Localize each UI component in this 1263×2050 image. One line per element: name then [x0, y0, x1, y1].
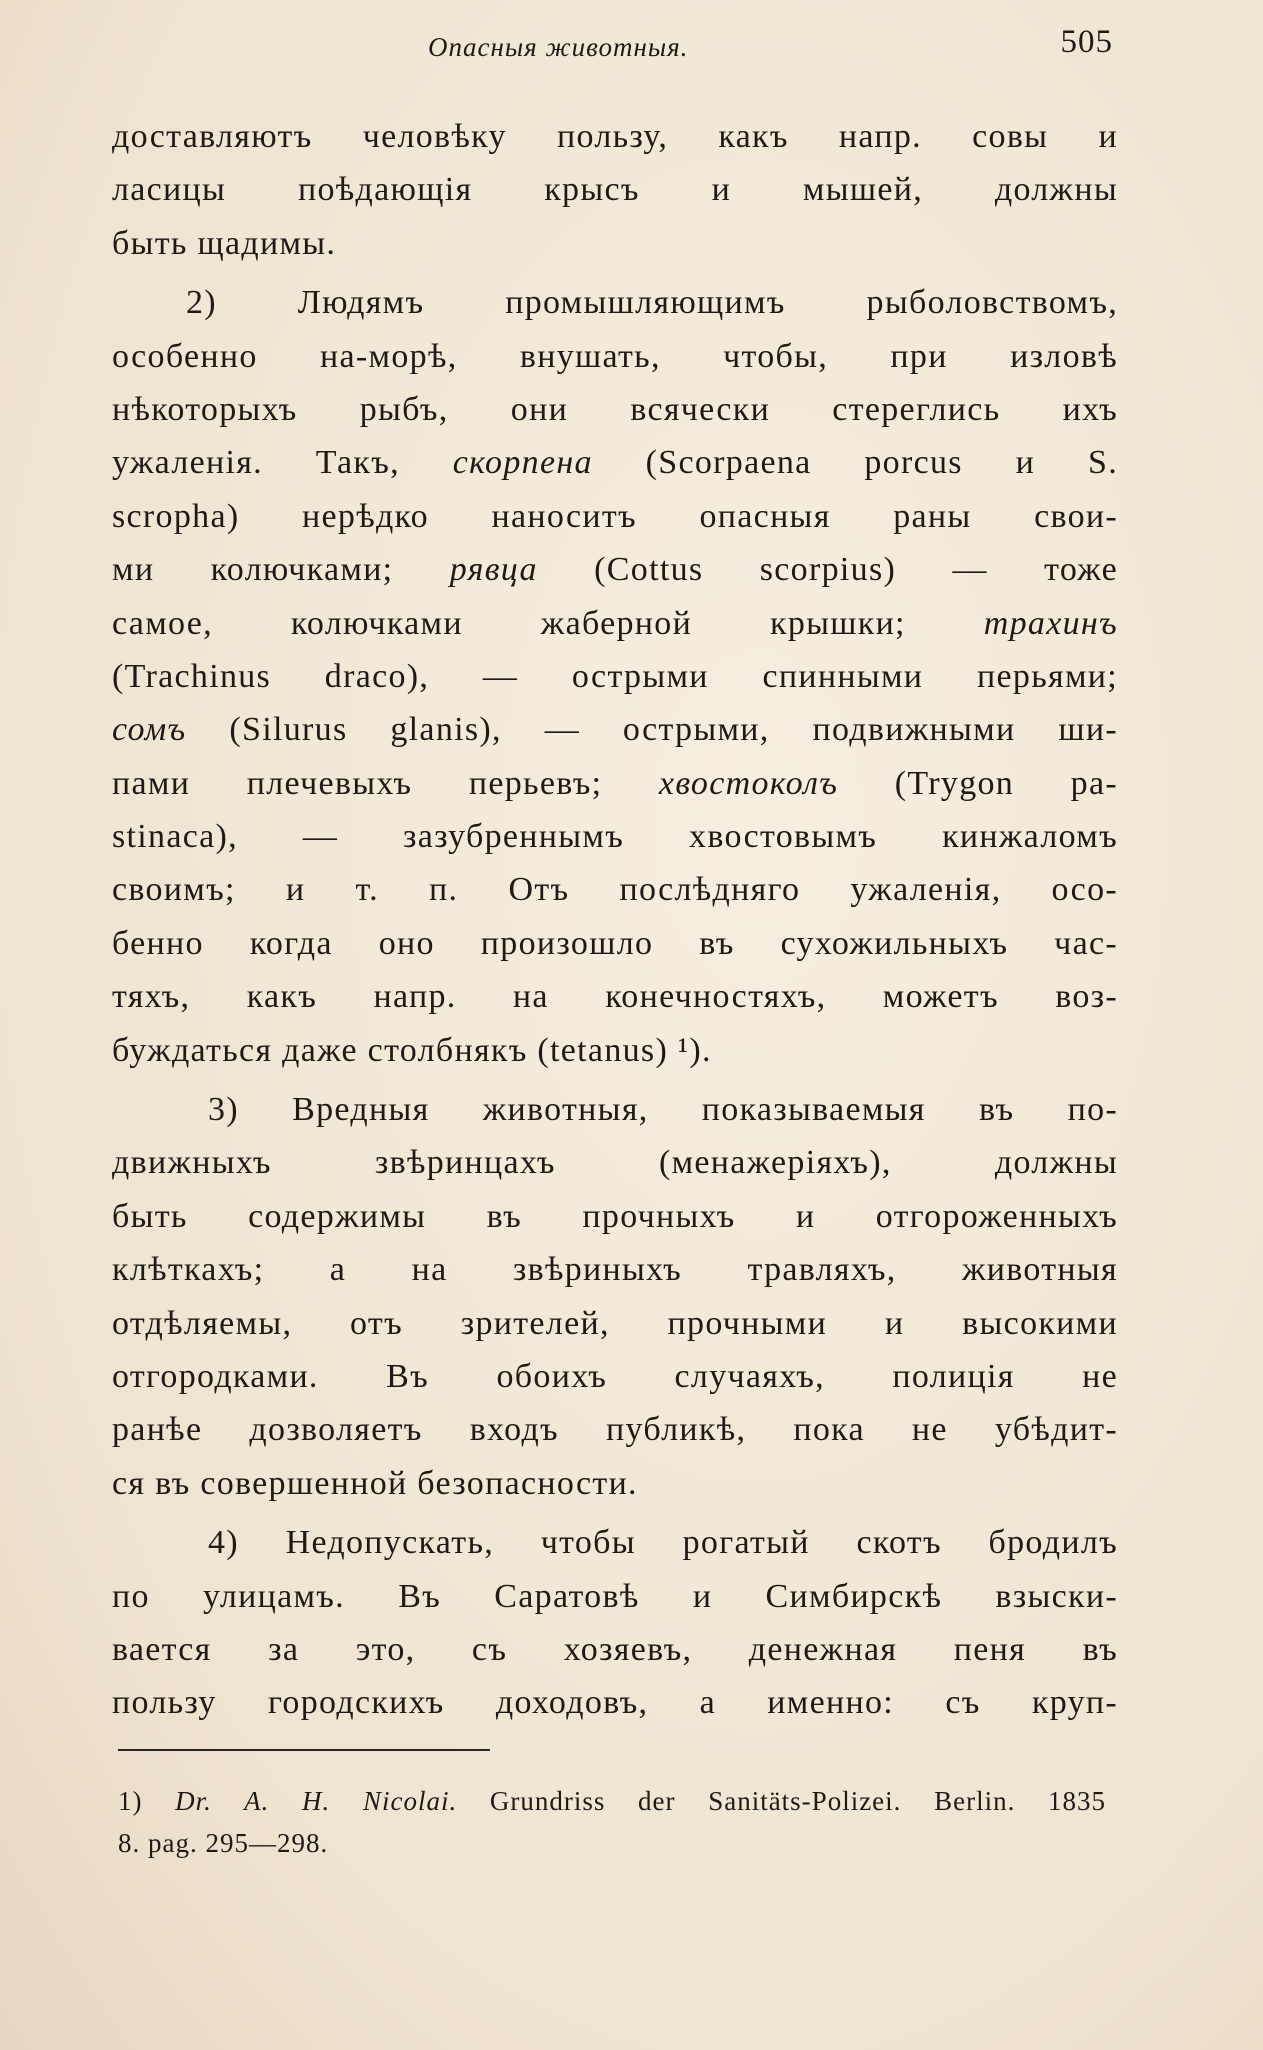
species-name: трахинъ [983, 604, 1118, 642]
text-segment: (Cottus scorpius) — тоже [537, 551, 1119, 589]
text-line: отгородками. Въ обоихъ случаяхъ, полиція не [112, 1357, 1118, 1395]
text-line: scropha) нерѣдко наноситъ опасныя раны свои- [112, 497, 1118, 535]
text-segment: самое, колючками жаберной крышки; [112, 604, 984, 642]
text-segment: (Trygon pa- [838, 764, 1118, 802]
text-line [112, 543, 1118, 596]
text-line: доставляютъ человѣку пользу, какъ напр. совы и [112, 118, 1118, 155]
text-segment: ужаленія. Такъ, [112, 444, 453, 482]
text-line [112, 757, 1118, 810]
text-line: stinaca), — зазубреннымъ хвостовымъ кинжаломъ [112, 818, 1118, 856]
text-line: ласицы поѣдающія крысъ и мышей, должны [112, 171, 1118, 209]
footnote-line: 8. pag. 295—298. [118, 1828, 329, 1858]
text-line: тяхъ, какъ напр. на конечностяхъ, можетъ воз- [112, 978, 1118, 1016]
footnote-divider [118, 1749, 490, 1751]
paragraph-2-start: 2) Людямъ промышляющимъ рыболовствомъ, [186, 284, 1118, 322]
footnote-citation: Grundriss der Sanitäts-Polizei. Berlin. 1835 [457, 1786, 1106, 1816]
page-number: 505 [1060, 24, 1113, 60]
text-line: вается за это, съ хозяевъ, денежная пеня въ [112, 1630, 1118, 1668]
text-line: буждаться даже столбнякъ (tetanus) ¹). [112, 1031, 712, 1069]
text-segment: ми колючками; [112, 551, 450, 589]
text-line: бенно когда оно произошло въ сухожильныхъ час- [112, 924, 1118, 962]
body-text [112, 110, 1118, 1730]
text-segment: (Silurus glanis), — острыми, подвижными ши- [186, 711, 1118, 749]
paragraph-4-start: 4) Недопускать, чтобы рогатый скотъ бродилъ [208, 1524, 1118, 1562]
species-name: скорпена [452, 444, 593, 482]
species-name: сомъ [112, 711, 187, 749]
text-segment: пами плечевыхъ перьевъ; [112, 764, 659, 802]
text-line: быть щадимы. [112, 224, 337, 262]
text-line: отдѣляемы, отъ зрителей, прочными и высокими [112, 1304, 1118, 1342]
footnote-line [118, 1780, 1106, 1822]
text-line: ранѣе дозволяетъ входъ публикѣ, пока не убѣдит- [112, 1411, 1118, 1449]
text-line: особенно на-морѣ, внушать, чтобы, при изловѣ [112, 337, 1118, 375]
text-line: (Trachinus draco), — острыми спинными перьями; [112, 657, 1118, 695]
paragraph-3-start: 3) Вредныя животныя, показываемыя въ по- [208, 1091, 1118, 1129]
footnote [118, 1780, 1106, 1864]
footnote-marker: 1) [118, 1786, 176, 1816]
page-header [110, 24, 1113, 74]
footnote-author: Dr. A. H. Nicolai. [175, 1786, 458, 1816]
text-line: пользу городскихъ доходовъ, а именно: съ круп- [112, 1684, 1118, 1722]
species-name: рявца [449, 551, 538, 589]
text-line: быть содержимы въ прочныхъ и отгороженныхъ [112, 1197, 1118, 1235]
text-line [112, 703, 1118, 756]
text-line: по улицамъ. Въ Саратовѣ и Симбирскѣ взыски- [112, 1577, 1118, 1615]
text-segment: (Scorpaena porcus и S. [592, 444, 1118, 482]
text-line: своимъ; и т. п. Отъ послѣдняго ужаленія, осо- [112, 871, 1118, 909]
running-title: Опасныя животныя. [428, 32, 689, 62]
text-line: ся въ совершенной безопасности. [112, 1464, 638, 1502]
text-line: движныхъ звѣринцахъ (менажеріяхъ), должны [112, 1144, 1118, 1182]
text-line: нѣкоторыхъ рыбъ, они всячески стереглись ихъ [112, 390, 1118, 428]
text-line [112, 436, 1118, 489]
text-line [112, 597, 1118, 650]
species-name: хвостоколъ [658, 764, 839, 802]
text-line: клѣткахъ; а на звѣриныхъ травляхъ, животныя [112, 1251, 1118, 1289]
